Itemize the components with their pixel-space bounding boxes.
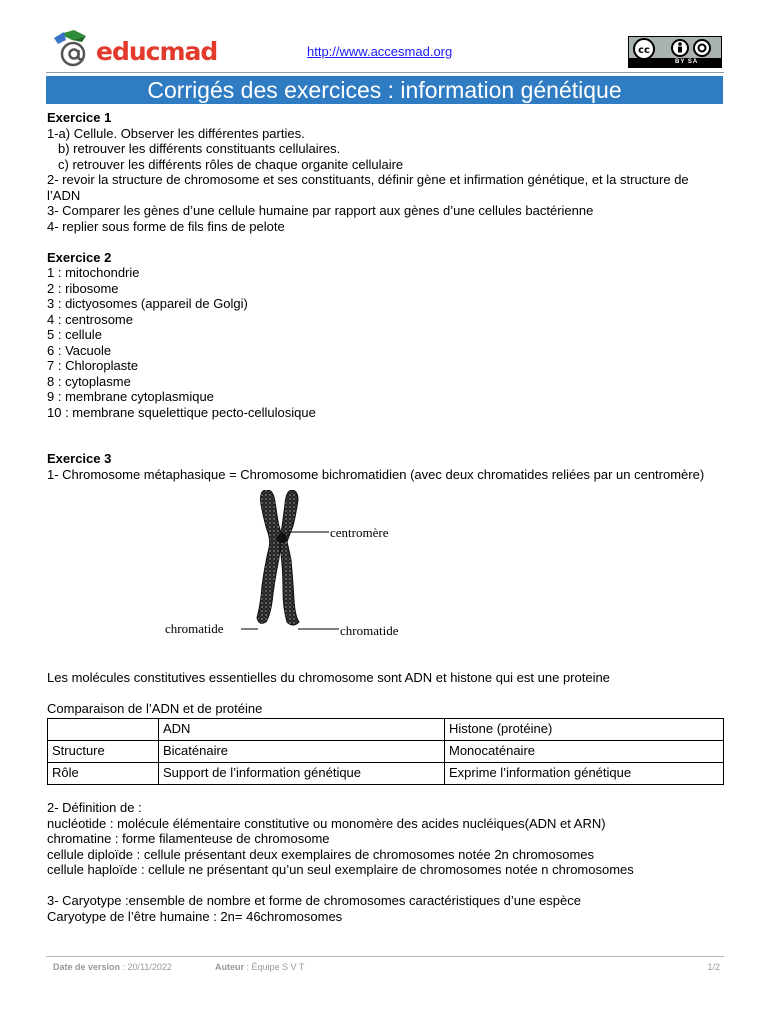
footer-author-value: : Équipe S V T	[243, 962, 305, 972]
footer-page-number: 1/2	[707, 962, 720, 972]
page-footer	[53, 962, 723, 972]
cc-license-badge[interactable]	[628, 36, 722, 68]
ex2-item: 2 : ribosome	[47, 280, 119, 296]
cc-bottom-strip	[629, 58, 721, 67]
ex1-line: 3- Comparer les gènes d’une cellule humaine par rapport aux gènes d’une cellules bactérienne	[47, 203, 594, 218]
ex2-item: 6 : Vacuole	[47, 342, 112, 358]
ex1-line: 2- revoir la structure de chromosome et ses constituants, définir gène et infirmation génétique, et la structure de l’ADN	[47, 172, 689, 203]
page-header	[46, 24, 724, 72]
definition-item: chromatine : forme filamenteuse de chromosome	[47, 831, 330, 846]
cc-icons	[629, 37, 720, 58]
definitions-heading: 2- Définition de :	[47, 800, 142, 815]
ex3-intro: 1- Chromosome métaphasique = Chromosome bichromatidien (avec deux chromatides reliées par un centromère)	[47, 466, 705, 482]
table-cell: Support de l’information génétique	[159, 762, 445, 784]
table-header-cell	[48, 718, 159, 740]
educmad-logo-icon	[52, 28, 96, 70]
ex1-line: 4- replier sous forme de fils fins de pelote	[47, 218, 285, 234]
comparison-table	[47, 718, 724, 785]
table-caption: Comparaison de l’ADN et de protéine	[47, 701, 263, 716]
table-cell: Rôle	[48, 762, 159, 784]
ex2-item: 5 : cellule	[47, 327, 102, 342]
definition-item: nucléotide : molécule élémentaire constitutive ou monomère des acides nucléiques(ADN et ARN)	[47, 815, 606, 831]
table-cell: Structure	[48, 740, 159, 762]
exercise-1-heading: Exercice 1	[47, 110, 112, 125]
caryotype-line: 3- Caryotype :ensemble de nombre et forme de chromosomes caractéristiques d’une espèce	[47, 893, 581, 908]
exercise-3-heading: Exercice 3	[47, 451, 112, 466]
logo-text: educmad	[96, 37, 218, 66]
chromosome-figure	[47, 482, 723, 670]
site-link[interactable]: http://www.accesmad.org	[307, 44, 453, 59]
footer-divider	[46, 956, 724, 957]
header-divider	[46, 72, 724, 73]
ex1-line: c) retrouver les différents rôles de chaque organite cellulaire	[58, 156, 404, 172]
table-header-row	[48, 718, 724, 740]
table-cell: Bicaténaire	[159, 740, 445, 762]
table-row	[48, 740, 724, 762]
definition-item: cellule haploïde : cellule ne présentant qu’un seul exemplaire de chromosomes notée n chromosomes	[47, 862, 634, 877]
ex1-line: 1-a) Cellule. Observer les différentes parties.	[47, 125, 305, 141]
ex2-item: 8 : cytoplasme	[47, 373, 131, 389]
svg-text:cc: cc	[638, 45, 650, 56]
footer-date-label: Date de version	[53, 962, 121, 972]
cc-labels: BY SA	[675, 59, 699, 65]
label-chromatide-right: chromatide	[340, 623, 399, 638]
ex1-line: b) retrouver les différents constituants cellulaires.	[58, 141, 341, 156]
chromosome-diagram	[161, 490, 421, 640]
table-header-cell: Histone (protéine)	[445, 718, 724, 740]
ex3-molecules: Les molécules constitutives essentielles du chromosome sont ADN et histone qui est une proteine	[47, 670, 610, 685]
table-cell: Exprime l’information génétique	[445, 762, 724, 784]
ex2-item: 4 : centrosome	[47, 311, 133, 327]
page-title: Corrigés des exercices : information génétique	[46, 76, 723, 104]
table-row	[48, 762, 724, 784]
ex2-item: 1 : mitochondrie	[47, 265, 140, 280]
ex2-item: 9 : membrane cytoplasmique	[47, 389, 214, 404]
footer-author-label: Auteur	[214, 962, 244, 972]
ex2-item: 10 : membrane squelettique pecto-cellulosique	[47, 404, 316, 420]
ex2-item: 3 : dictyosomes (appareil de Golgi)	[47, 296, 248, 311]
caryotype-line: Caryotype de l’être humaine : 2n= 46chromosomes	[47, 908, 343, 924]
definition-item: cellule diploïde : cellule présentant deux exemplaires de chromosomes notée 2n chromosomes	[47, 846, 595, 862]
table-header-cell: ADN	[159, 718, 445, 740]
table-cell: Monocaténaire	[445, 740, 724, 762]
ex2-item: 7 : Chloroplaste	[47, 358, 139, 373]
document-body	[47, 110, 723, 924]
label-centromere: centromère	[330, 525, 389, 540]
educmad-logo	[52, 28, 218, 70]
label-chromatide-left: chromatide	[165, 621, 224, 636]
footer-date-value: : 20/11/2022	[120, 962, 172, 972]
exercise-2-heading: Exercice 2	[47, 249, 112, 265]
